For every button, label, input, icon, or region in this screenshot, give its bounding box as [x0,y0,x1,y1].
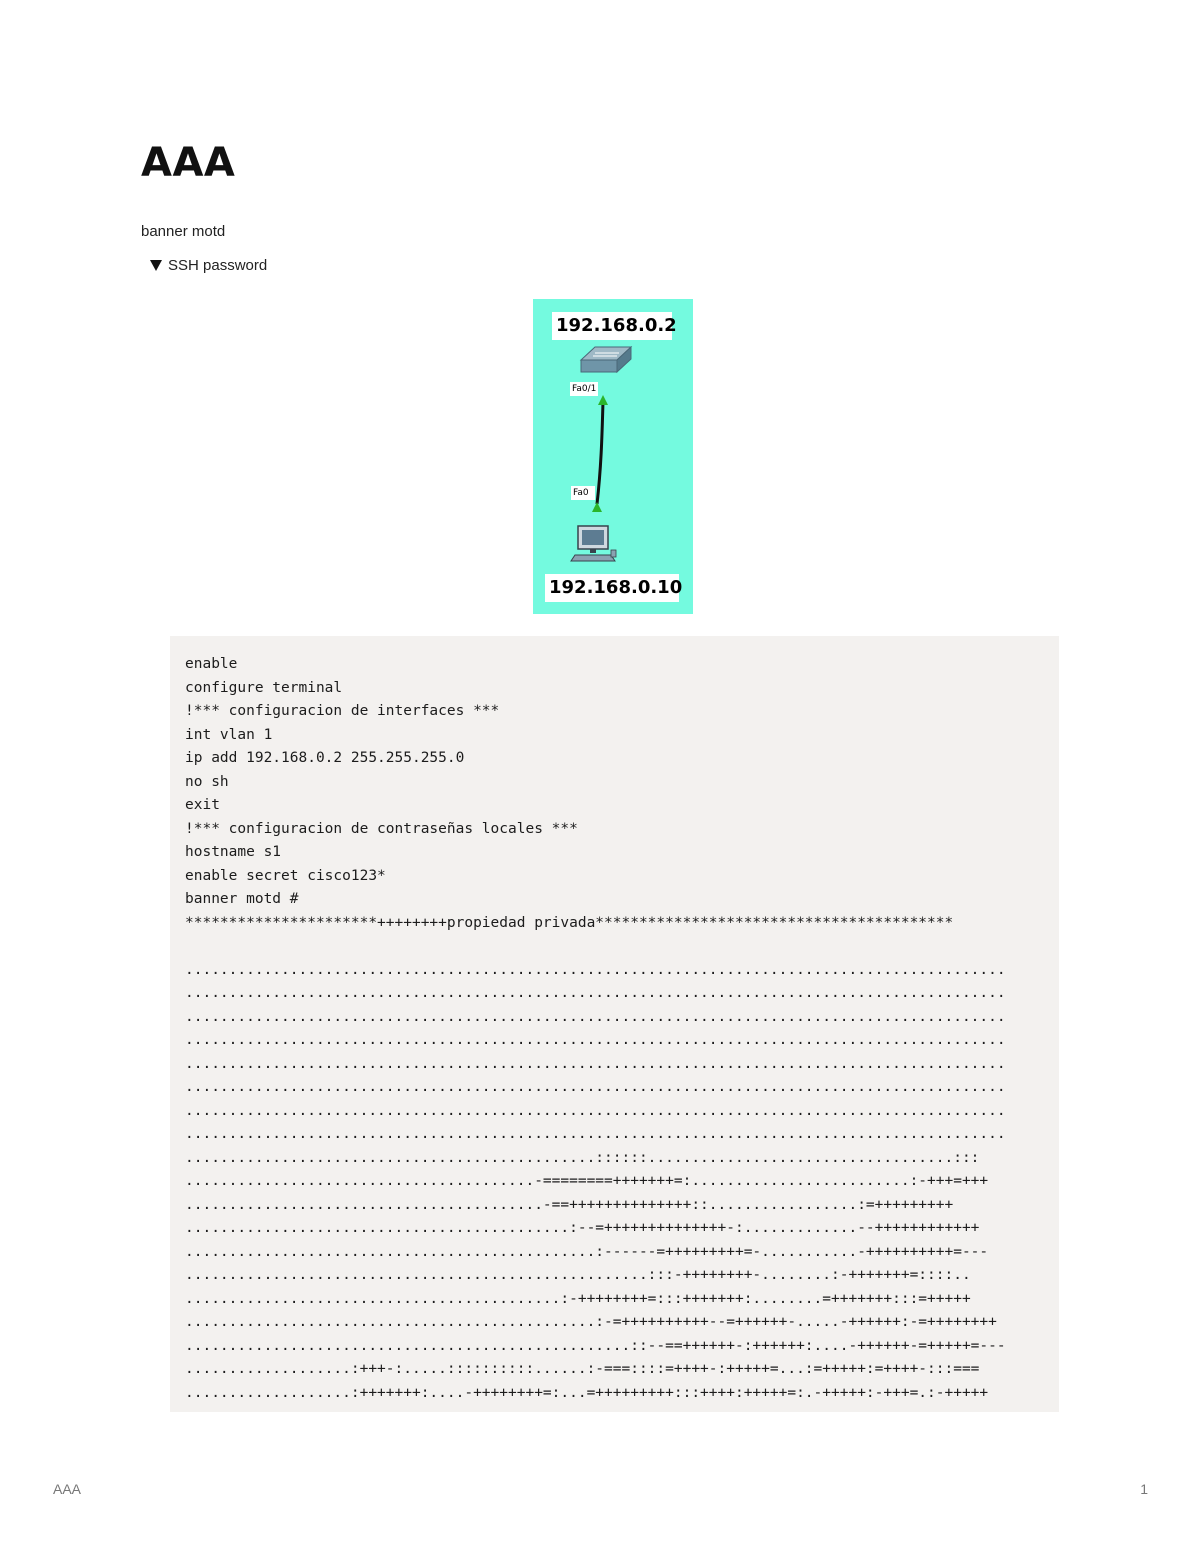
code-line: banner motd # [185,891,299,907]
code-line: ...................:+++++++:....-++++++++=:...=+++++++++:::++++:+++++=:.-+++++:-+++=.:-+++++ [185,1384,989,1401]
code-text [170,636,1059,1405]
page-subtitle: banner motd [141,223,226,240]
code-line: .........................................-==++++++++++++++::.................:=+++++++++ [185,1196,954,1213]
page-number: 1 [1140,1481,1148,1497]
code-line: .....................................................:::-++++++++-........:-+++++++=::::.. [185,1267,971,1283]
switch-link-status-icon [598,395,608,405]
switch-port-label: Fa0/1 [572,384,597,394]
code-line: ........................................-========+++++++=:.........................:-+++=+++ [185,1173,989,1189]
link-cable [597,401,603,504]
code-line: !*** configuracion de contraseñas locales *** [185,820,578,837]
switch-ip-label: 192.168.0.2 [552,312,672,340]
code-line: enable secret cisco123* [185,867,386,884]
code-line: ...................................................::--==++++++-:++++++:....-++++++-=+++++=--- [185,1337,1006,1354]
pc-port-label: Fa0 [571,486,595,500]
code-line: .............................................................................................. [185,1032,1006,1048]
code-line: ...........................................:-++++++++=:::+++++++:........=+++++++:::=+++++ [185,1290,971,1307]
code-line: ...................:+++-:.....::::::::::......:-===::::=++++-:+++++=...:=+++++:=++++-:::=== [185,1361,980,1377]
code-line: .............................................................................................. [185,1102,1006,1119]
code-line: .............................................................................................. [185,1126,1006,1142]
code-line: hostname s1 [185,844,282,860]
network-diagram [533,299,693,614]
ssh-password-toggle[interactable] [150,257,267,274]
code-line: .............................................................................................. [185,985,1006,1001]
footer-title: AAA [53,1481,82,1497]
code-line: .............................................................................................. [185,1079,1006,1095]
code-line: !*** configuracion de interfaces *** [185,703,500,719]
code-line: .............................................................................................. [185,961,1006,978]
code-line: ............................................:--=++++++++++++++-:.............--++++++++++++ [185,1220,980,1236]
code-line: exit [185,797,220,813]
network-topology [533,299,693,614]
pc-ip-label: 192.168.0.10 [545,574,679,602]
code-line: int vlan 1 [185,726,273,743]
page-title: AAA [141,140,236,186]
code-line: ...............................................:-=++++++++++--=++++++-.....-++++++:-=++++++++ [185,1314,997,1330]
code-line: enable [185,656,238,672]
code-line: **********************++++++++propiedad privada***************************************** [185,914,954,931]
toggle-label: SSH password [168,257,268,274]
code-line: .............................................................................................. [185,1055,1006,1072]
triangle-down-icon [150,260,162,271]
code-line: ...............................................:------=+++++++++=-...........-++++++++++=--- [185,1243,989,1260]
pc-link-status-icon [592,502,602,512]
code-line: .............................................................................................. [185,1008,1006,1025]
pc-icon [571,526,616,561]
code-line: ...............................................::::::...................................::: [185,1149,980,1166]
code-line: configure terminal [185,679,343,696]
code-block [170,636,1059,1412]
code-line: ip add 192.168.0.2 255.255.255.0 [185,750,465,766]
code-line: no sh [185,773,229,790]
switch-icon [581,347,631,372]
